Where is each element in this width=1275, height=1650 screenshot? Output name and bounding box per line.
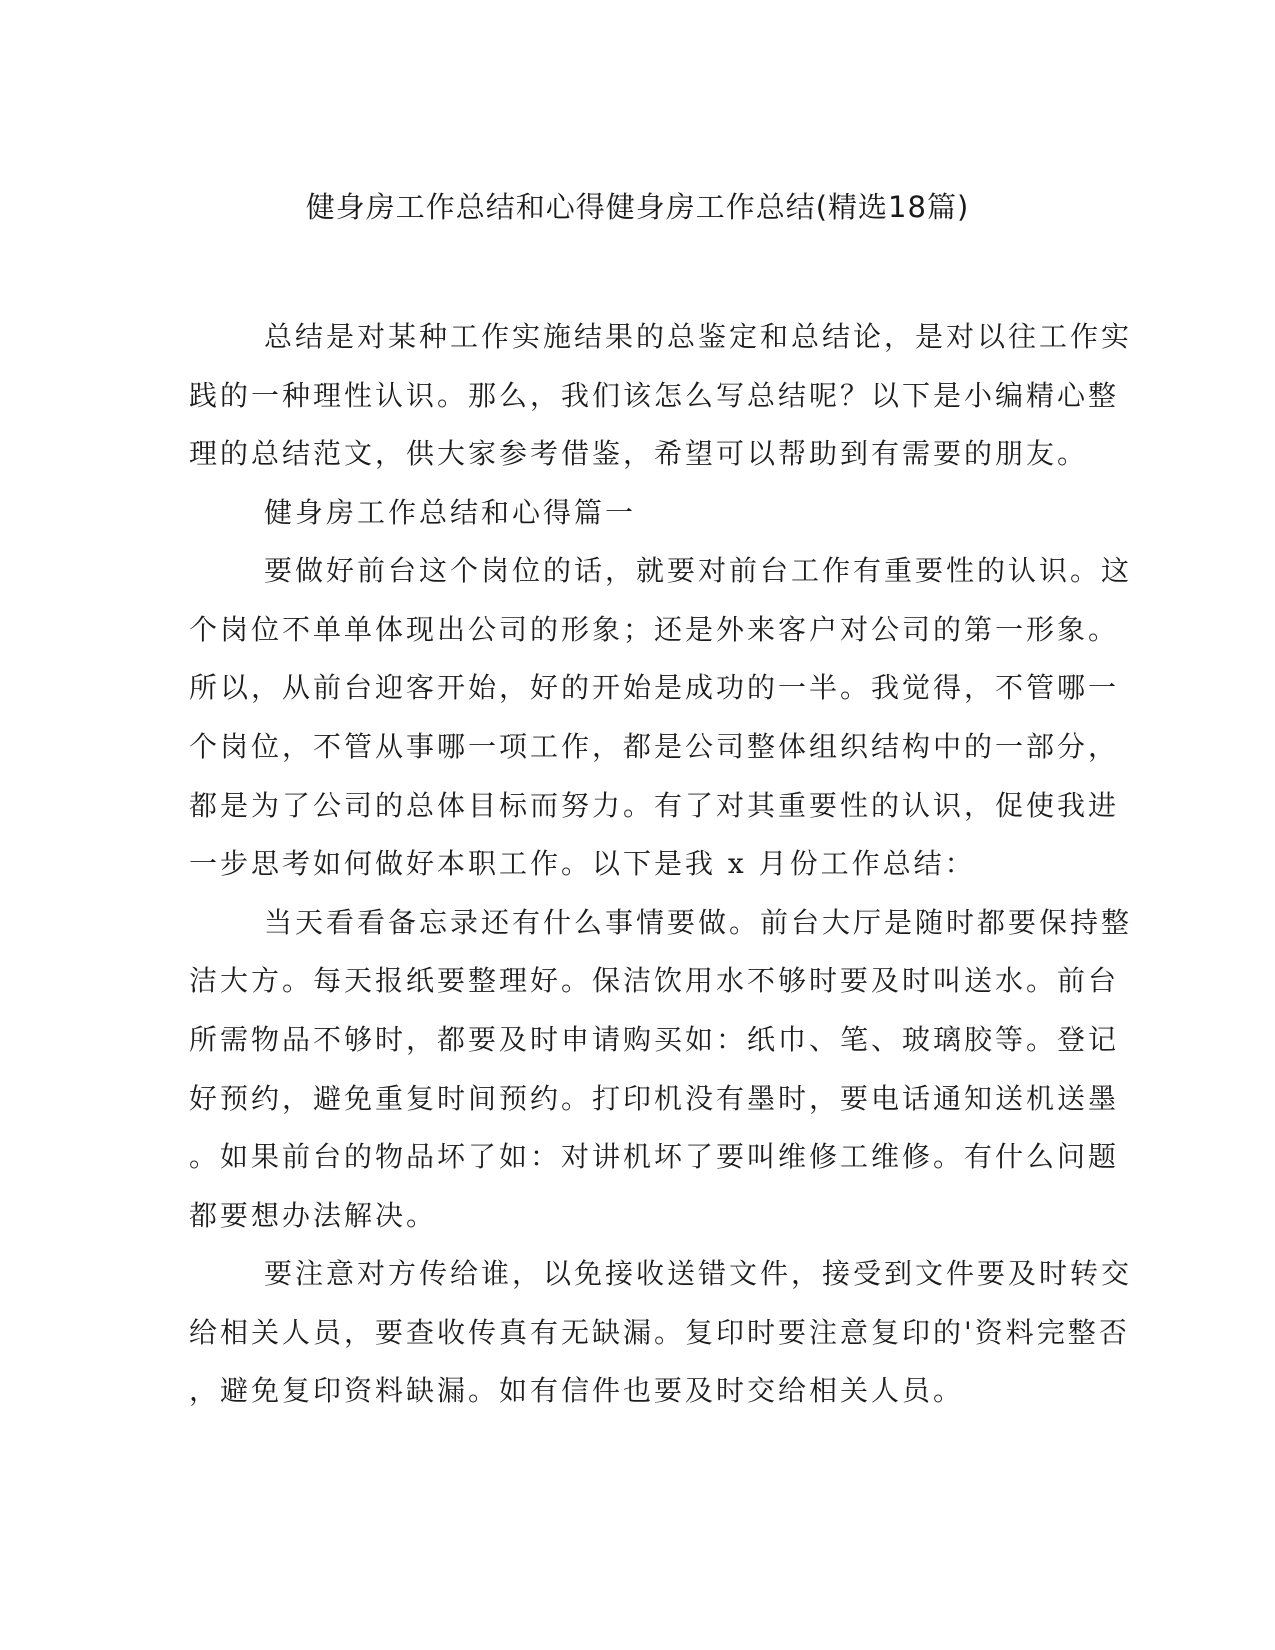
- document-title: 健身房工作总结和心得健身房工作总结(精选18篇): [305, 190, 970, 224]
- paragraph-line: 好预约，避免重复时间预约。打印机没有墨时，要电话通知送机送墨: [189, 1082, 1120, 1115]
- paragraph-line: 一步思考如何做好本职工作。以下是我 x 月份工作总结：: [189, 847, 976, 880]
- paragraph-line: 。如果前台的物品坏了如：对讲机坏了要叫维修工维修。有什么问题: [189, 1140, 1120, 1173]
- paragraph-line: 都是为了公司的总体目标而努力。有了对其重要性的认识，促使我进: [189, 789, 1120, 822]
- paragraph-line: 总结是对某种工作实施结果的总鉴定和总结论，是对以往工作实: [264, 320, 1133, 353]
- paragraph-line: 践的一种理性认识。那么，我们该怎么写总结呢？以下是小编精心整: [189, 379, 1120, 412]
- section-heading: 健身房工作总结和心得篇一: [264, 496, 637, 529]
- paragraph-line: ，避免复印资料缺漏。如有信件也要及时交给相关人员。: [189, 1374, 965, 1407]
- paragraph-line: 都要想办法解决。: [189, 1199, 438, 1232]
- paragraph-line: 给相关人员，要查收传真有无缺漏。复印时要注意复印的'资料完整否: [189, 1316, 1130, 1349]
- paragraph-line: 理的总结范文，供大家参考借鉴，希望可以帮助到有需要的朋友。: [189, 437, 1089, 470]
- paragraph-line: 个岗位不单单体现出公司的形象；还是外来客户对公司的第一形象。: [189, 613, 1120, 646]
- paragraph-line: 要做好前台这个岗位的话，就要对前台工作有重要性的认识。这: [264, 554, 1133, 587]
- paragraph-line: 要注意对方传给谁，以免接收送错文件，接受到文件要及时转交: [264, 1257, 1133, 1290]
- paragraph-line: 所以，从前台迎客开始，好的开始是成功的一半。我觉得，不管哪一: [189, 671, 1120, 704]
- paragraph-line: 所需物品不够时，都要及时申请购买如：纸巾、笔、玻璃胶等。登记: [189, 1023, 1120, 1056]
- paragraph-line: 个岗位，不管从事哪一项工作，都是公司整体组织结构中的一部分，: [189, 730, 1120, 763]
- paragraph-line: 洁大方。每天报纸要整理好。保洁饮用水不够时要及时叫送水。前台: [189, 964, 1120, 997]
- paragraph-line: 当天看看备忘录还有什么事情要做。前台大厅是随时都要保持整: [264, 906, 1133, 939]
